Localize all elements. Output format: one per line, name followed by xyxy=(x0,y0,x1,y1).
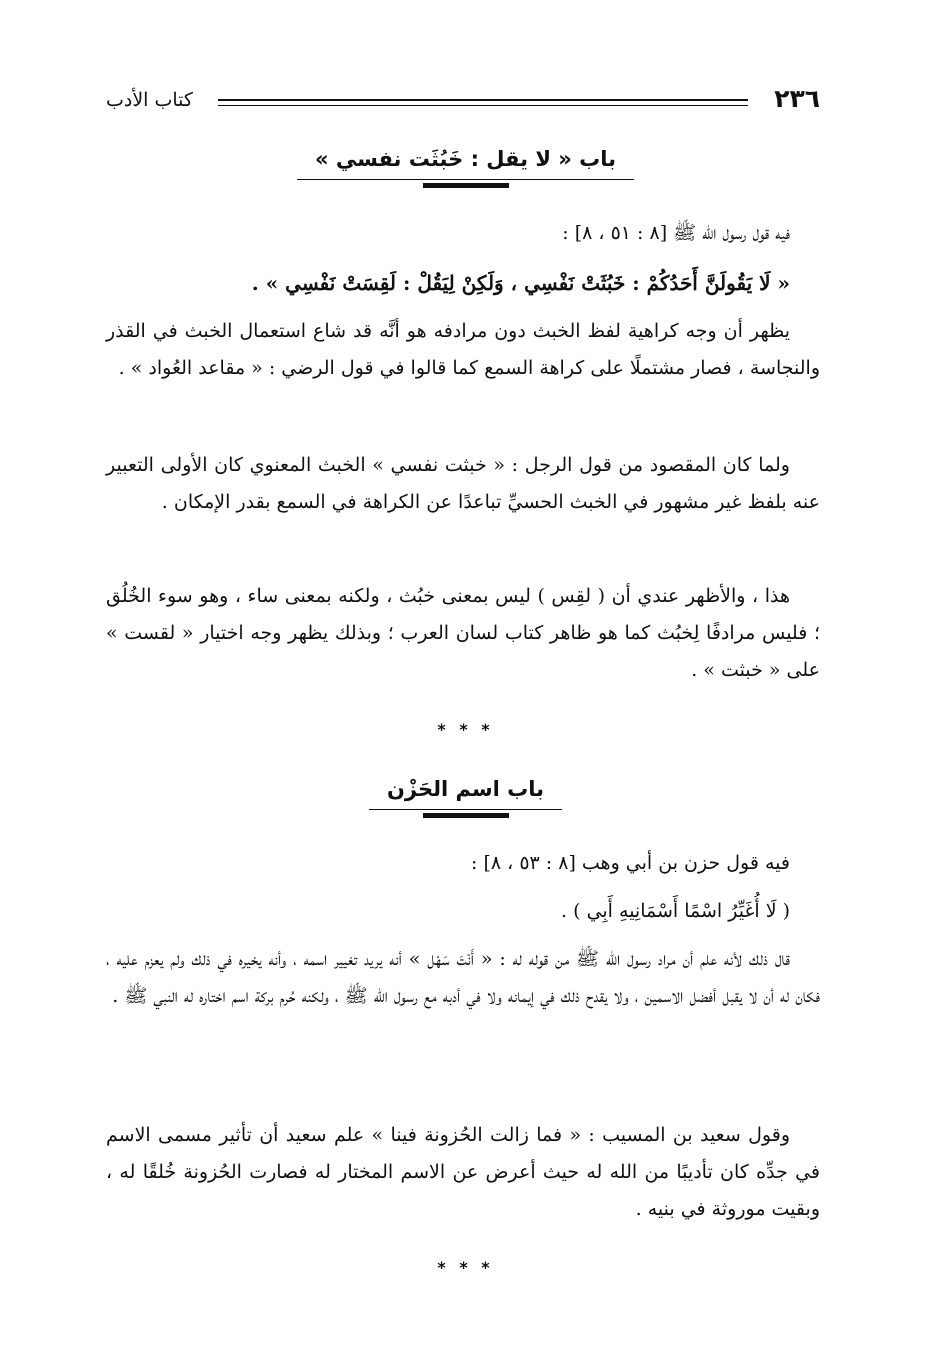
header-rule xyxy=(218,99,748,106)
chapter2-paragraph-2: وقول سعيد بن المسيب : « فما زالت الحُزونة فينا » علم سعيد أن تأثير مسمى الاسم في جدِّه كان تأديبًا من الله له حيث أعرض عن الاسم المختار له فصارت الحُزونة خُلقًا له ، وبقيت موروثة في بنيه . xyxy=(106,1124,820,1220)
chapter1-paragraph-2: ولما كان المقصود من قول الرجل : « خبثت نفسي » الخبث المعنوي كان الأولى التعبير عنه بلفظ غير مشهور في الخبث الحسيِّ تباعدًا عن الكراهة في السمع بقدر الإمكان . xyxy=(106,454,820,513)
chapter-bar xyxy=(423,813,509,818)
chapter-title: باب اسم الحَزْن xyxy=(369,773,562,810)
chapter1-paragraph-1: يظهر أن وجه كراهية لفظ الخبث دون مرادفه هو أنَّه قد شاع استعمال الخبث في القذر والنجاسة ، فصار مشتملًا على كراهة السمع كما قالوا في قول الرضي : « مقاعد العُواد » . xyxy=(106,320,820,379)
chapter1-intro: فيه قول رسول الله ﷺ [٨ : ٥١ ، ٨] : xyxy=(562,222,790,244)
chapter2-paragraph-1: قال ذلك لأنه علم أن مراد رسول الله ﷺ من قوله له : « أَنْتَ سَهْل » أنه يريد تغيير اسمه ، وأنه يخيره في ذلك ولم يعزم عليه ، فكان له أن لا يقبل أفضل الاسمين ، ولا يقدح ذلك في إيمانه ولا في أدبه مع رسول الله ﷺ ، ولكنه حُرم بركة اسم اختاره له النبي ﷺ . xyxy=(106,948,820,1007)
chapter2-verse: ( لَا أُغَيِّرُ اسْمًا أَسْمَانِيهِ أَبِي ) . xyxy=(561,900,790,922)
chapter1-paragraph-3: هذا ، والأظهر عندي أن ( لقِس ) ليس بمعنى خبُث ، ولكنه بمعنى ساء ، وهو سوء الخُلُق ؛ فليس مرادفًا لِخبُث كما هو ظاهر كتاب لسان العرب ؛ وبذلك يظهر وجه اختيار « لقست » على « خبثت » . xyxy=(106,585,820,681)
chapter-heading-1 xyxy=(0,143,931,188)
chapter1-hadith: « لَا يَقُولَنَّ أَحَدُكُمْ : خَبُثَتْ نَفْسِي ، وَلَكِنْ لِيَقُلْ : لَقِسَتْ نَفْسِي » . xyxy=(251,271,790,295)
book-title: كتاب الأدب xyxy=(106,89,193,111)
chapter-heading-2 xyxy=(0,773,931,818)
chapter-bar xyxy=(423,183,509,188)
section-separator: * * * xyxy=(437,1258,494,1277)
running-header xyxy=(106,84,820,118)
chapter-title: باب « لا يقل : خَبُثَت نفسي » xyxy=(297,143,634,180)
chapter2-intro: فيه قول حزن بن أبي وهب [٨ : ٥٣ ، ٨] : xyxy=(471,852,790,874)
page-number: ٢٣٦ xyxy=(774,84,820,113)
section-separator: * * * xyxy=(437,720,494,739)
